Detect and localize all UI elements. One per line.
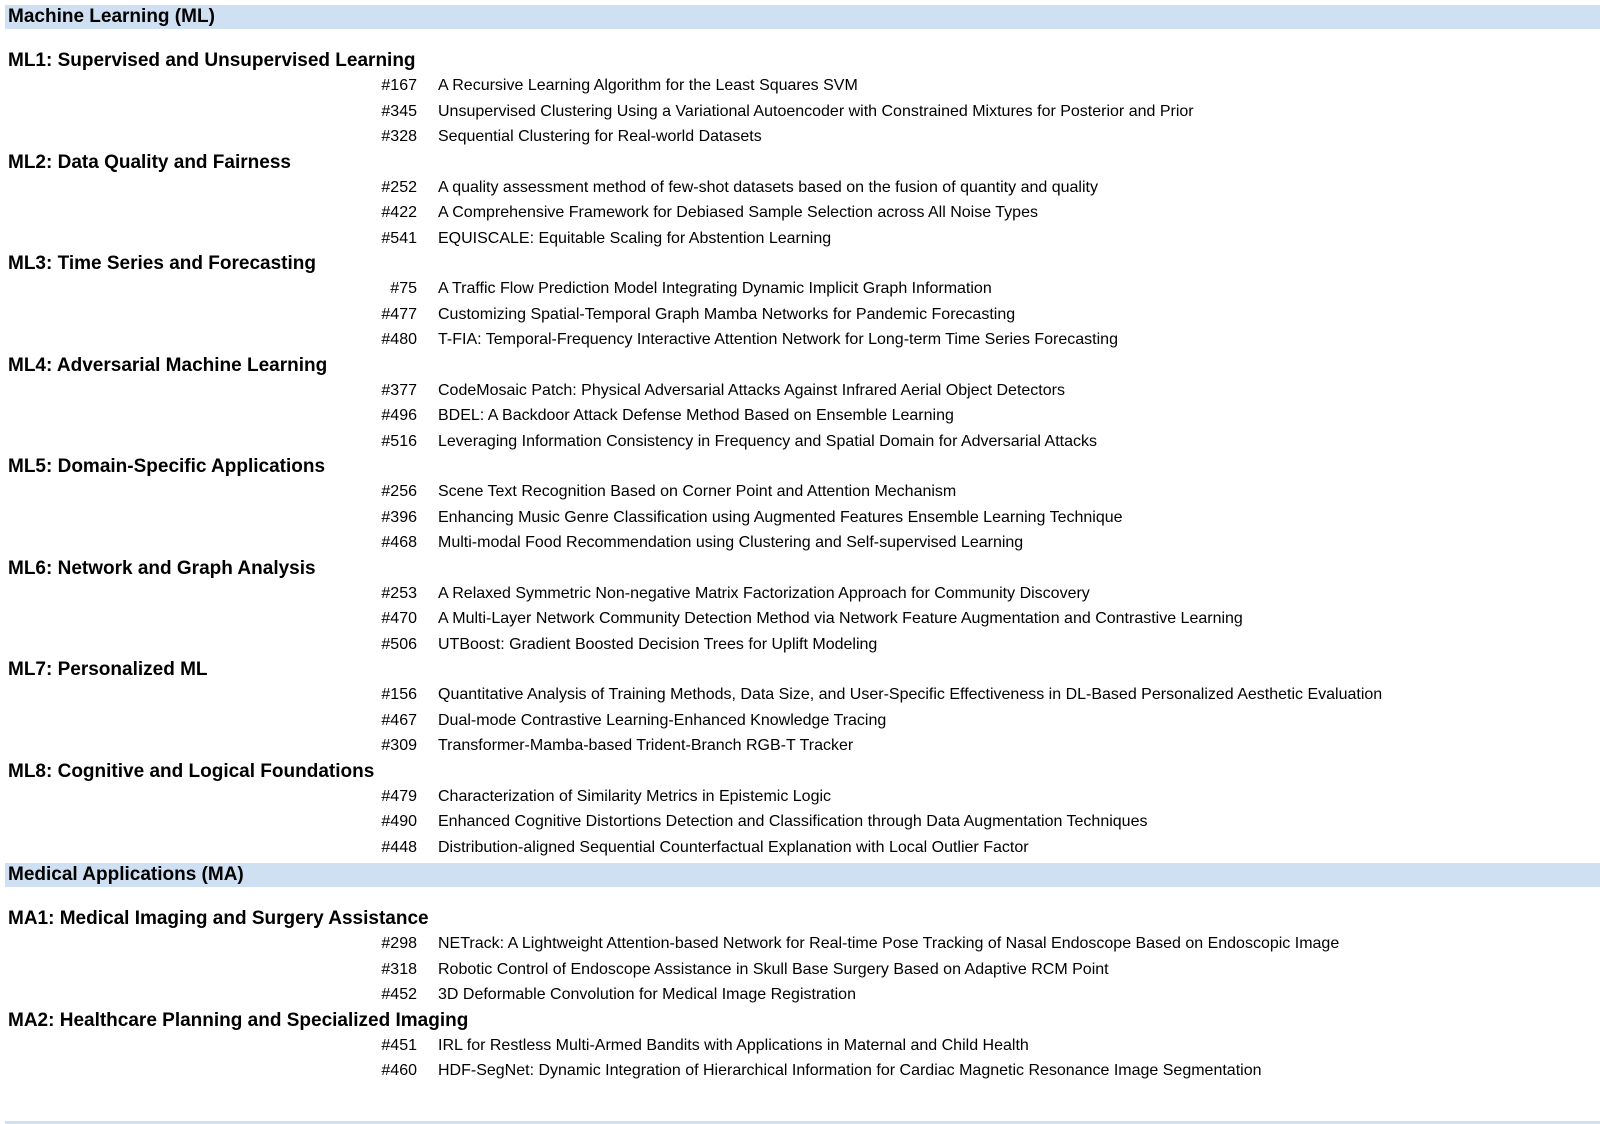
paper-title: Customizing Spatial-Temporal Graph Mamba Networks for Pandemic Forecasting [438, 305, 1016, 323]
paper-title: Leveraging Information Consistency in Frequency and Spatial Domain for Adversarial Attacks [438, 432, 1098, 450]
paper-title: IRL for Restless Multi-Armed Bandits with Applications in Maternal and Child Health [438, 1036, 1029, 1054]
session-title: ML8: Cognitive and Logical Foundations [8, 760, 375, 782]
paper-id: #396 [381, 508, 417, 526]
paper-id: #252 [381, 178, 417, 196]
paper-title: Multi-modal Food Recommendation using Clustering and Self-supervised Learning [438, 534, 1024, 551]
paper-id: #452 [381, 986, 417, 1003]
paper-id: #480 [381, 331, 417, 348]
paper-title: EQUISCALE: Equitable Scaling for Abstention Learning [438, 229, 832, 247]
section-header-bar [5, 863, 1600, 887]
paper-title: A Comprehensive Framework for Debiased Sample Selection across All Noise Types [438, 204, 1038, 221]
paper-title: A Recursive Learning Algorithm for the Least Squares SVM [438, 77, 858, 94]
paper-title: Enhancing Music Genre Classification using Augmented Features Ensemble Learning Technique [438, 508, 1123, 526]
paper-id: #479 [381, 787, 417, 805]
paper-id: #309 [381, 737, 417, 754]
paper-id: #496 [381, 407, 417, 424]
paper-id: #345 [381, 102, 417, 120]
session-title: MA2: Healthcare Planning and Specialized Imaging [8, 1009, 469, 1031]
session-title: ML1: Supervised and Unsupervised Learning [8, 50, 416, 71]
session-title: ML4: Adversarial Machine Learning [8, 354, 328, 376]
paper-title: BDEL: A Backdoor Attack Defense Method Based on Ensemble Learning [438, 407, 954, 424]
paper-title: Scene Text Recognition Based on Corner Point and Attention Mechanism [438, 483, 957, 500]
paper-title: Quantitative Analysis of Training Methods, Data Size, and User-Specific Effectiveness in DL-Based Personalized Aesthetic Evaluation [438, 686, 1383, 703]
paper-id: #541 [381, 229, 417, 247]
paper-title: T-FIA: Temporal-Frequency Interactive Attention Network for Long-term Time Series Forecasting [438, 331, 1118, 348]
paper-title: Characterization of Similarity Metrics in Epistemic Logic [438, 787, 832, 805]
paper-title: Unsupervised Clustering Using a Variational Autoencoder with Constrained Mixtures for Posterior and Prior [438, 102, 1194, 120]
paper-id: #477 [381, 305, 417, 323]
paper-title: Transformer-Mamba-based Trident-Branch RGB-T Tracker [438, 737, 854, 754]
paper-title: Distribution-aligned Sequential Counterfactual Explanation with Local Outlier Factor [438, 838, 1029, 856]
paper-id: #448 [381, 838, 417, 856]
paper-id: #460 [381, 1062, 417, 1079]
paper-id: #167 [381, 77, 417, 94]
paper-title: CodeMosaic Patch: Physical Adversarial Attacks Against Infrared Aerial Object Detectors [438, 381, 1065, 399]
session-title: ML5: Domain-Specific Applications [8, 456, 326, 477]
paper-title: UTBoost: Gradient Boosted Decision Trees for Uplift Modeling [438, 635, 878, 653]
paper-title: 3D Deformable Convolution for Medical Image Registration [438, 986, 856, 1003]
paper-title: HDF-SegNet: Dynamic Integration of Hierarchical Information for Cardiac Magnetic Resonance Image Segmentation [438, 1062, 1262, 1079]
paper-title: A Relaxed Symmetric Non-negative Matrix Factorization Approach for Community Discovery [438, 584, 1090, 602]
paper-id: #422 [381, 204, 417, 221]
section-title: Machine Learning (ML) [8, 6, 215, 27]
paper-title: A Traffic Flow Prediction Model Integrating Dynamic Implicit Graph Information [438, 280, 992, 297]
paper-id: #468 [381, 534, 417, 551]
session-title: ML6: Network and Graph Analysis [8, 557, 316, 579]
paper-title: Sequential Clustering for Real-world Datasets [438, 128, 762, 145]
paper-id: #253 [381, 584, 417, 602]
session-title: ML2: Data Quality and Fairness [8, 151, 291, 173]
paper-title: Enhanced Cognitive Distortions Detection and Classification through Data Augmentation Techniques [438, 813, 1148, 830]
paper-id: #318 [381, 960, 417, 978]
paper-id: #470 [381, 610, 417, 627]
paper-title: A quality assessment method of few-shot datasets based on the fusion of quantity and quality [438, 178, 1098, 196]
paper-id: #467 [381, 711, 417, 729]
paper-id: #298 [381, 935, 417, 952]
section-header-bar [5, 5, 1600, 29]
section-title: Medical Applications (MA) [8, 864, 244, 885]
paper-id: #490 [381, 813, 417, 830]
paper-id: #377 [381, 381, 417, 399]
paper-id: #156 [381, 686, 417, 703]
paper-id: #256 [381, 483, 417, 500]
paper-id: #328 [381, 128, 417, 145]
session-title: ML3: Time Series and Forecasting [8, 253, 316, 274]
paper-id: #506 [381, 635, 417, 653]
paper-id: #451 [381, 1036, 417, 1054]
paper-id: #516 [381, 432, 417, 450]
paper-title: A Multi-Layer Network Community Detection Method via Network Feature Augmentation and Contrastive Learning [438, 610, 1243, 627]
session-title: MA1: Medical Imaging and Surgery Assistance [8, 908, 429, 929]
paper-title: Dual-mode Contrastive Learning-Enhanced Knowledge Tracing [438, 711, 887, 729]
paper-id: #75 [390, 280, 417, 297]
paper-title: Robotic Control of Endoscope Assistance in Skull Base Surgery Based on Adaptive RCM Point [438, 960, 1109, 978]
paper-title: NETrack: A Lightweight Attention-based Network for Real-time Pose Tracking of Nasal Endoscope Based on Endoscopic Image [438, 935, 1340, 952]
session-title: ML7: Personalized ML [8, 659, 208, 680]
